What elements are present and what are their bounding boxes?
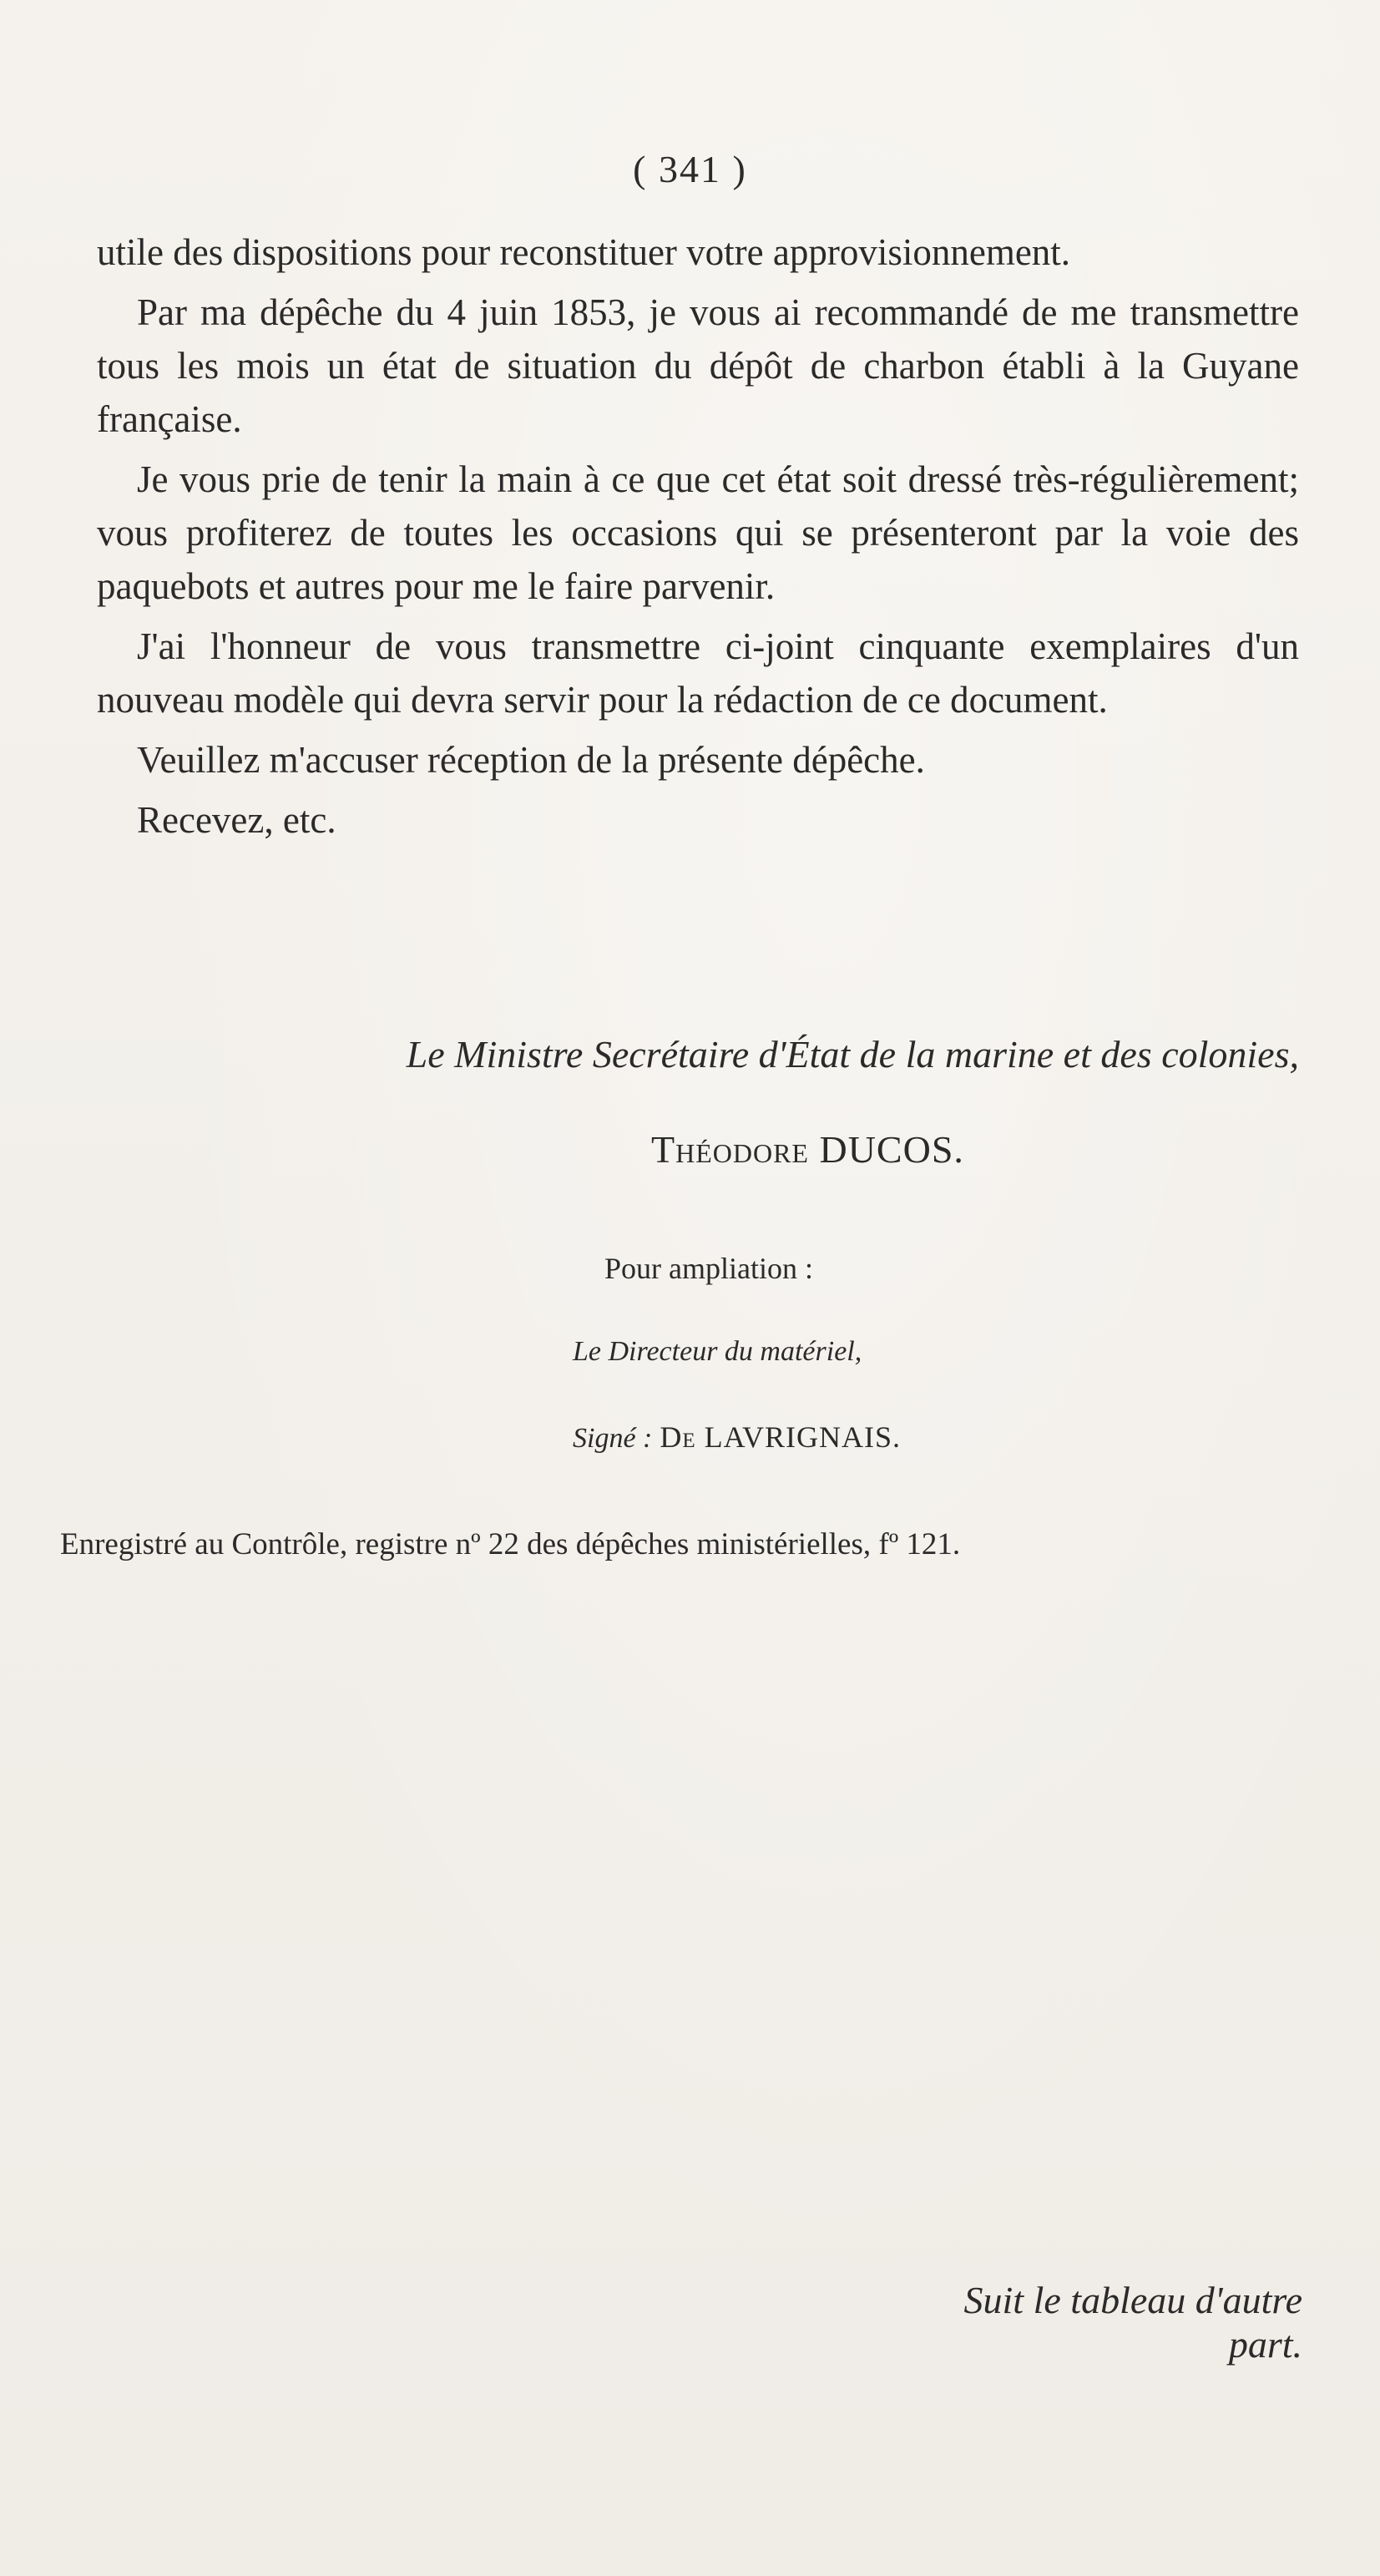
register-note: Enregistré au Contrôle, registre nº 22 des dépêches ministérielles, fº 121. bbox=[60, 1527, 961, 1561]
director-title: Le Directeur du matériel, bbox=[573, 1336, 862, 1367]
continued-note: Suit le tableau d'autre part. bbox=[963, 2279, 1302, 2366]
minister-name: Théodore DUCOS. bbox=[651, 1128, 964, 1171]
paragraph-1: utile des dispositions pour reconstituer votre approvisionnement. bbox=[97, 231, 1071, 273]
paragraph-6: Recevez, etc. bbox=[137, 799, 336, 841]
signed-label: Signé : bbox=[573, 1423, 653, 1454]
paragraph-2: Par ma dépêche du 4 juin 1853, je vous ai recommandé de me transmettre tous les mois un état de situation du dépôt de charbon établi à la Guyane française. bbox=[97, 291, 1299, 440]
signed-name: De LAVRIGNAIS. bbox=[660, 1420, 901, 1454]
page-number: ( 341 ) bbox=[633, 148, 747, 190]
ampliation-label: Pour ampliation : bbox=[604, 1252, 813, 1285]
paragraph-3: Je vous prie de tenir la main à ce que cet état soit dressé très-régulièrement; vous profiterez de toutes les occasions qui se présenteront par la voie des paquebots et autres pour me le faire parvenir. bbox=[97, 458, 1299, 607]
signed-line bbox=[573, 1420, 1324, 1455]
minister-title: Le Ministre Secrétaire d'État de la marine et des colonies, bbox=[406, 1033, 1299, 1075]
paragraph-4: J'ai l'honneur de vous transmettre ci-joint cinquante exemplaires d'un nouveau modèle qui devra servir pour la rédaction de ce document. bbox=[97, 625, 1299, 721]
paragraph-5: Veuillez m'accuser réception de la présente dépêche. bbox=[137, 739, 925, 781]
letter-body bbox=[97, 225, 1299, 853]
